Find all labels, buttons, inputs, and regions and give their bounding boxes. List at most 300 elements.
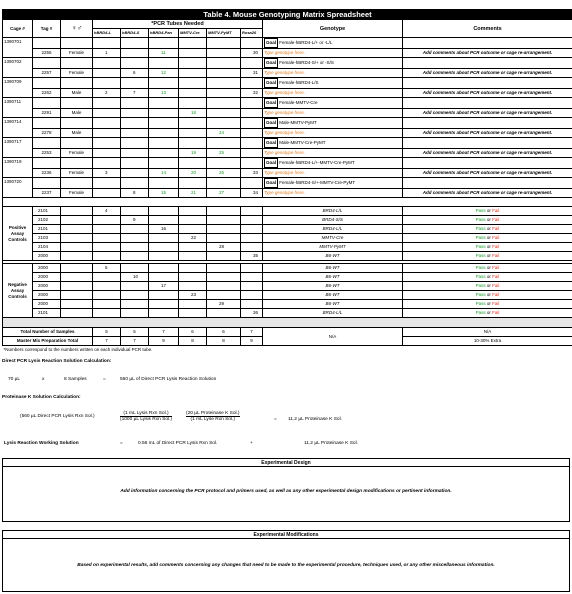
pass-option[interactable]: Pass (475, 217, 486, 222)
sex: Female (61, 169, 93, 178)
control-genotype: B6-WT (263, 300, 403, 309)
pass-option[interactable]: Pass (475, 283, 486, 288)
tube-number[interactable]: 34 (241, 189, 263, 198)
tube-number[interactable] (241, 225, 263, 234)
tube-number[interactable] (121, 300, 149, 309)
sex: Female (61, 149, 93, 158)
genotype-input[interactable]: Type genotype here. (263, 49, 403, 58)
sample-count: 8 Samples (64, 377, 87, 382)
comments-na: N/A (403, 328, 572, 337)
tube-number[interactable]: 15 (149, 189, 179, 198)
goal-genotype: Female-MMTV-Cre (279, 100, 318, 105)
tube-number[interactable] (93, 252, 121, 261)
proteinase-calc-title: Proteinase K Solution Calculation: (2, 395, 81, 400)
tube-number[interactable] (93, 149, 121, 158)
tube-number[interactable] (241, 149, 263, 158)
tag-number: 2255 (33, 49, 61, 58)
table-row (3, 49, 572, 58)
tube-number[interactable]: 9 (121, 216, 149, 225)
total-samples-value: 7 (149, 328, 179, 337)
tube-number[interactable]: 11 (149, 49, 179, 58)
tube-number[interactable] (179, 216, 207, 225)
proteinase-result: 11.2 µL Proteinase K Sol. (288, 417, 342, 422)
goal-genotype: Female-hBRD4-L/S (279, 80, 319, 85)
cage-number: 1390709 (3, 78, 33, 98)
tube-number[interactable] (93, 129, 121, 138)
tube-number[interactable] (207, 252, 241, 261)
pass-option[interactable]: Pass (475, 244, 486, 249)
comment-input[interactable]: Add comments about PCR outcome or cage re-arrangement. (403, 149, 572, 158)
tube-number[interactable]: 12 (149, 69, 179, 78)
tube-number[interactable] (179, 264, 207, 273)
total-samples-value: 7 (241, 328, 263, 337)
or-text: or (485, 217, 493, 222)
factor-c-numerator: (20 µL Proteinase K Sol.) (186, 411, 240, 416)
tube-number[interactable] (241, 207, 263, 216)
table-row (3, 252, 572, 261)
goal-label: Goal (264, 38, 278, 48)
total-samples-label: Total Number of Samples (3, 328, 93, 337)
tube-number[interactable] (241, 291, 263, 300)
tube-number[interactable]: 26 (207, 169, 241, 178)
col-cage: Cage # (3, 20, 33, 38)
genotype-input[interactable]: Type genotype here. (263, 89, 403, 98)
col-genotype: Genotype (263, 20, 403, 38)
positive-controls-label: Positive Assay Controls (3, 207, 33, 261)
tube-number[interactable] (93, 282, 121, 291)
table-row (3, 189, 572, 198)
or-text: or (485, 274, 493, 279)
or-text: or (485, 265, 493, 270)
tube-number[interactable] (179, 69, 207, 78)
tube-number[interactable]: 21 (179, 189, 207, 198)
tube-number[interactable] (121, 282, 149, 291)
tube-number[interactable] (241, 216, 263, 225)
goal-label: Goal (264, 138, 278, 148)
tube-number[interactable] (207, 225, 241, 234)
table-row (3, 282, 572, 291)
pass-option[interactable]: Pass (475, 310, 486, 315)
tube-number[interactable]: 33 (241, 169, 263, 178)
tag-number: 2236 (33, 169, 61, 178)
experimental-modifications-text[interactable]: Based on experimental results, add comments concerning any changes that need to be made to the experimental procedure, techniques used, or any other miscellaneous information. (77, 563, 495, 568)
master-mix-value: 7 (93, 337, 121, 346)
tube-number[interactable] (149, 264, 179, 273)
goal-genotype: Female-hBRD4-S/+ or -S/S (279, 60, 334, 65)
cage-number: 1390719 (3, 158, 33, 178)
tube-number[interactable]: 10 (121, 273, 149, 282)
tube-number[interactable] (149, 216, 179, 225)
tube-number[interactable]: 7 (121, 89, 149, 98)
or-text: or (485, 283, 493, 288)
tube-number[interactable] (93, 243, 121, 252)
tube-number[interactable]: 19 (179, 149, 207, 158)
master-mix-value: 8 (207, 337, 241, 346)
tube-number[interactable] (207, 216, 241, 225)
goal-genotype: Female-hBRD4-L/+ or -L/L (279, 40, 333, 45)
col-pcr-5: Rosa26 (241, 29, 263, 38)
tube-number[interactable]: 18 (179, 109, 207, 118)
tube-number[interactable] (121, 109, 149, 118)
table-row (3, 138, 572, 149)
tag-number: 2237 (33, 189, 61, 198)
tube-number[interactable]: 2 (93, 89, 121, 98)
fail-option[interactable]: Fail (492, 208, 500, 213)
tube-number[interactable] (93, 291, 121, 300)
or-text: or (485, 244, 493, 249)
equals-sign: = (120, 441, 123, 446)
control-genotype: B6-WT (263, 291, 403, 300)
table-row (3, 78, 572, 89)
control-tag: 2104 (33, 243, 61, 252)
tube-number[interactable] (149, 273, 179, 282)
tube-number[interactable]: 29 (207, 300, 241, 309)
tube-number[interactable]: 13 (149, 89, 179, 98)
tube-number[interactable] (241, 234, 263, 243)
pass-option[interactable]: Pass (475, 292, 486, 297)
tube-number[interactable] (121, 252, 149, 261)
control-tag: 2101 (33, 225, 61, 234)
col-pcr-1: hBRD4-S (121, 29, 149, 38)
tube-number[interactable] (121, 169, 149, 178)
control-tag: 2000 (33, 264, 61, 273)
control-genotype: B6-WT (263, 264, 403, 273)
tube-number[interactable] (207, 89, 241, 98)
tube-number[interactable]: 31 (241, 69, 263, 78)
tube-number[interactable] (149, 300, 179, 309)
tag-number: 2253 (33, 149, 61, 158)
tube-number[interactable] (149, 243, 179, 252)
tube-number[interactable] (149, 309, 179, 318)
sex: Female (61, 69, 93, 78)
fail-option[interactable]: Fail (492, 253, 500, 258)
proteinase-factor-b (120, 411, 172, 422)
tube-number[interactable] (241, 109, 263, 118)
tube-number[interactable]: 35 (241, 252, 263, 261)
tube-number[interactable] (241, 264, 263, 273)
equals-sign: = (274, 417, 277, 422)
tube-number[interactable] (179, 225, 207, 234)
tube-number[interactable]: 1 (93, 49, 121, 58)
tube-number[interactable] (207, 309, 241, 318)
tube-number[interactable] (207, 282, 241, 291)
master-mix-value: 9 (241, 337, 263, 346)
comment-input[interactable]: Add comments about PCR outcome or cage re-arrangement. (403, 49, 572, 58)
control-genotype: MMTV-PyMT (263, 243, 403, 252)
table-row (3, 98, 572, 109)
tube-number[interactable] (179, 282, 207, 291)
tube-number[interactable] (121, 243, 149, 252)
comment-input[interactable]: Add comments about PCR outcome or cage re-arrangement. (403, 69, 572, 78)
experimental-design-title: Experimental Design (3, 459, 569, 467)
tube-number[interactable] (241, 282, 263, 291)
tube-number[interactable]: 36 (241, 309, 263, 318)
pass-option[interactable]: Pass (475, 208, 486, 213)
table-row (3, 58, 572, 69)
tube-number[interactable] (149, 109, 179, 118)
tube-number[interactable] (241, 273, 263, 282)
total-samples-value: 6 (179, 328, 207, 337)
fail-option[interactable]: Fail (492, 301, 500, 306)
sex-symbols-icon: ♀♂ (61, 20, 93, 38)
tube-number[interactable] (149, 129, 179, 138)
tube-number[interactable] (93, 273, 121, 282)
table-row (3, 129, 572, 138)
sex: Male (61, 109, 93, 118)
tube-number[interactable]: 4 (93, 207, 121, 216)
tube-number[interactable] (207, 264, 241, 273)
proteinase-factor-a: (560 µL Direct PCR Lysis Rxn Sol.) (20, 414, 95, 419)
tube-number[interactable] (149, 291, 179, 300)
col-pcr-0: hBRD4-L (93, 29, 121, 38)
cage-number: 1390702 (3, 58, 33, 78)
master-mix-label: Master Mix Preparation Total (3, 337, 93, 346)
tube-number[interactable]: 17 (149, 282, 179, 291)
control-tag: 2000 (33, 300, 61, 309)
comment-input[interactable]: Add comments about PCR outcome or cage re-arrangement. (403, 89, 572, 98)
tube-number[interactable]: 32 (241, 89, 263, 98)
fail-option[interactable]: Fail (492, 274, 500, 279)
genotype-input[interactable]: Type genotype here. (263, 69, 403, 78)
goal-label: Goal (264, 78, 278, 88)
pass-option[interactable]: Pass (475, 301, 486, 306)
tube-number[interactable] (121, 234, 149, 243)
table-row (3, 158, 572, 169)
tube-number[interactable] (121, 129, 149, 138)
tube-number[interactable] (207, 69, 241, 78)
tube-number[interactable] (121, 291, 149, 300)
genotype-input[interactable]: Type genotype here. (263, 169, 403, 178)
tube-number[interactable] (241, 243, 263, 252)
table-row (3, 169, 572, 178)
tube-number[interactable] (149, 149, 179, 158)
tube-number[interactable] (121, 225, 149, 234)
table-row (3, 38, 572, 49)
cage-number: 1390701 (3, 38, 33, 58)
tube-number[interactable] (179, 207, 207, 216)
tube-number[interactable]: 23 (179, 291, 207, 300)
tube-number[interactable] (149, 234, 179, 243)
col-comments: Comments (403, 20, 572, 38)
tube-number[interactable] (207, 273, 241, 282)
fail-option[interactable]: Fail (492, 283, 500, 288)
tube-number[interactable] (241, 129, 263, 138)
tube-number[interactable]: 20 (179, 169, 207, 178)
table-row (3, 149, 572, 158)
tube-number[interactable] (241, 300, 263, 309)
goal-genotype: Female-hBRD4-S/+-MMTV-Cre-PyMT (279, 180, 356, 185)
goal-genotype: Female-hBRD4-L/+-MMTV-Cre-PyMT (279, 160, 355, 165)
tube-number[interactable] (93, 309, 121, 318)
tube-number[interactable] (179, 252, 207, 261)
factor-c-denominator: (1 mL Lyse Rxn Sol.) (190, 417, 235, 422)
times-sign: x (42, 377, 45, 382)
tag-number: 2262 (33, 89, 61, 98)
comment-input[interactable]: Add comments about PCR outcome or cage re-arrangement. (403, 109, 572, 118)
tube-number[interactable]: 25 (207, 149, 241, 158)
tube-number[interactable]: 8 (121, 189, 149, 198)
footnote: *Numbers correspond to the numbers written on each individual PCR tube. (3, 346, 572, 355)
tube-number[interactable]: 6 (121, 69, 149, 78)
tag-number: 2291 (33, 109, 61, 118)
tube-number[interactable] (179, 309, 207, 318)
fail-option[interactable]: Fail (492, 310, 500, 315)
tube-number[interactable]: 27 (207, 189, 241, 198)
tube-number[interactable] (93, 300, 121, 309)
comment-input[interactable]: Add comments about PCR outcome or cage re-arrangement. (403, 129, 572, 138)
tube-number[interactable]: 24 (207, 129, 241, 138)
col-pcr-needed: *PCR Tubes Needed (93, 20, 263, 29)
tube-number[interactable] (179, 273, 207, 282)
genotype-input[interactable]: Type genotype here. (263, 129, 403, 138)
comment-input[interactable]: Add comments about PCR outcome or cage re-arrangement. (403, 189, 572, 198)
tube-number[interactable] (207, 49, 241, 58)
tube-number[interactable] (179, 243, 207, 252)
goal-label: Goal (264, 178, 278, 188)
control-tag: 2000 (33, 252, 61, 261)
tube-number[interactable] (121, 264, 149, 273)
col-tag: Tag # (33, 20, 61, 38)
tube-number[interactable] (121, 309, 149, 318)
fail-option[interactable]: Fail (492, 244, 500, 249)
tube-number[interactable] (179, 49, 207, 58)
tube-number[interactable] (207, 291, 241, 300)
tube-number[interactable] (93, 109, 121, 118)
genotype-input[interactable]: Type genotype here. (263, 149, 403, 158)
pass-option[interactable]: Pass (475, 226, 486, 231)
pass-option[interactable]: Pass (475, 265, 486, 270)
experimental-design-box (2, 458, 570, 522)
tag-number: 2278 (33, 129, 61, 138)
page-title: Table 4. Mouse Genotyping Matrix Spreadsheet (3, 10, 572, 20)
or-text: or (485, 292, 493, 297)
table-row (3, 89, 572, 98)
genotype-input[interactable]: Type genotype here. (263, 189, 403, 198)
genotype-input[interactable]: Type genotype here. (263, 109, 403, 118)
control-tag: 2101 (33, 207, 61, 216)
tube-number[interactable] (207, 234, 241, 243)
goal-label: Goal (264, 58, 278, 68)
tube-number[interactable] (207, 207, 241, 216)
total-samples-value: 5 (121, 328, 149, 337)
fail-option[interactable]: Fail (492, 235, 500, 240)
total-samples-value: 6 (207, 328, 241, 337)
control-tag: 2103 (33, 234, 61, 243)
tube-number[interactable]: 5 (93, 264, 121, 273)
or-text: or (485, 226, 493, 231)
tube-number[interactable]: 14 (149, 169, 179, 178)
negative-controls-label: Negative Assay Controls (3, 264, 33, 318)
control-tag: 2000 (33, 282, 61, 291)
control-genotype: B6-WT (263, 282, 403, 291)
control-genotype: B6-WT (263, 252, 403, 261)
or-text: or (485, 235, 493, 240)
table-row (3, 234, 572, 243)
col-pcr-2: hBRD4-Pan (149, 29, 179, 38)
control-tag: 2000 (33, 273, 61, 282)
tube-number[interactable]: 30 (241, 49, 263, 58)
factor-b-numerator: (1 mL Lysis Rxn Sol.) (120, 411, 172, 417)
or-text: or (485, 301, 493, 306)
tube-number[interactable] (121, 149, 149, 158)
tube-number[interactable] (121, 207, 149, 216)
tube-number[interactable]: 28 (207, 243, 241, 252)
col-pcr-3: MMTV-Cre (179, 29, 207, 38)
working-lysis-amount: 0.56 mL of Direct PCR Lysis Rxn Sol. (138, 441, 218, 446)
working-proteinase-amount: 11.2 µL Proteinase K Sol. (304, 441, 358, 446)
tube-number[interactable] (179, 129, 207, 138)
tube-number[interactable]: 3 (93, 169, 121, 178)
fail-option[interactable]: Fail (492, 226, 500, 231)
col-pcr-4: MMTV-PyMT (207, 29, 241, 38)
cage-number: 1390714 (3, 118, 33, 138)
tube-number[interactable]: 16 (149, 225, 179, 234)
master-mix-value: 8 (179, 337, 207, 346)
pass-option[interactable]: Pass (475, 253, 486, 258)
table-row (3, 243, 572, 252)
lysis-result: 560 µL of Direct PCR Lysis Reaction Solution (120, 377, 217, 382)
or-text: or (485, 208, 493, 213)
tag-number: 2257 (33, 69, 61, 78)
cage-number: 1390711 (3, 98, 33, 118)
goal-label: Goal (264, 98, 278, 108)
control-genotype: MMTV-Cre (263, 234, 403, 243)
table-row (3, 69, 572, 78)
goal-genotype: Male-MMTV-PyMT (279, 120, 317, 125)
sex: Female (61, 49, 93, 58)
sex: Female (61, 189, 93, 198)
tube-number[interactable] (179, 89, 207, 98)
comment-input[interactable]: Add comments about PCR outcome or cage re-arrangement. (403, 169, 572, 178)
fail-option[interactable]: Fail (492, 292, 500, 297)
master-mix-value: 7 (121, 337, 149, 346)
control-genotype: BRD4-L/L (263, 309, 403, 318)
tube-number[interactable] (93, 225, 121, 234)
tube-number[interactable] (93, 234, 121, 243)
table-row (3, 178, 572, 189)
lysis-calc-title: Direct PCR Lysis Reaction Solution Calculation: (2, 359, 112, 364)
factor-b-denominator: (1000 µL Lysis Rxn Sol.) (120, 417, 172, 422)
goal-label: Goal (264, 118, 278, 128)
extra-note: 10-30% Extra (403, 337, 572, 346)
table-row (3, 309, 572, 318)
tube-number[interactable]: 22 (179, 234, 207, 243)
tube-number[interactable] (207, 109, 241, 118)
fail-option[interactable]: Fail (492, 217, 500, 222)
tube-number[interactable] (93, 69, 121, 78)
experimental-modifications-box (2, 530, 570, 592)
tube-number[interactable] (149, 252, 179, 261)
tube-number[interactable] (93, 189, 121, 198)
plus-sign: + (250, 441, 253, 446)
fail-option[interactable]: Fail (492, 265, 500, 270)
tube-number[interactable] (179, 300, 207, 309)
master-mix-value: 9 (149, 337, 179, 346)
table-row (3, 264, 572, 273)
pass-option[interactable]: Pass (475, 235, 486, 240)
tube-number[interactable] (149, 207, 179, 216)
table-row (3, 273, 572, 282)
control-genotype: BRD4-L/L (263, 207, 403, 216)
cage-number: 1390717 (3, 138, 33, 158)
control-genotype: BRD4-L/L (263, 225, 403, 234)
experimental-design-text[interactable]: Add information concerning the PCR protocol and primers used, as well as any other experimental design modifications or pertinent information. (120, 489, 452, 494)
pass-option[interactable]: Pass (475, 274, 486, 279)
tube-number[interactable] (93, 216, 121, 225)
goal-genotype: Male-MMTV-Cre-PyMT (279, 140, 326, 145)
tube-number[interactable] (121, 49, 149, 58)
goal-label: Goal (264, 158, 278, 168)
